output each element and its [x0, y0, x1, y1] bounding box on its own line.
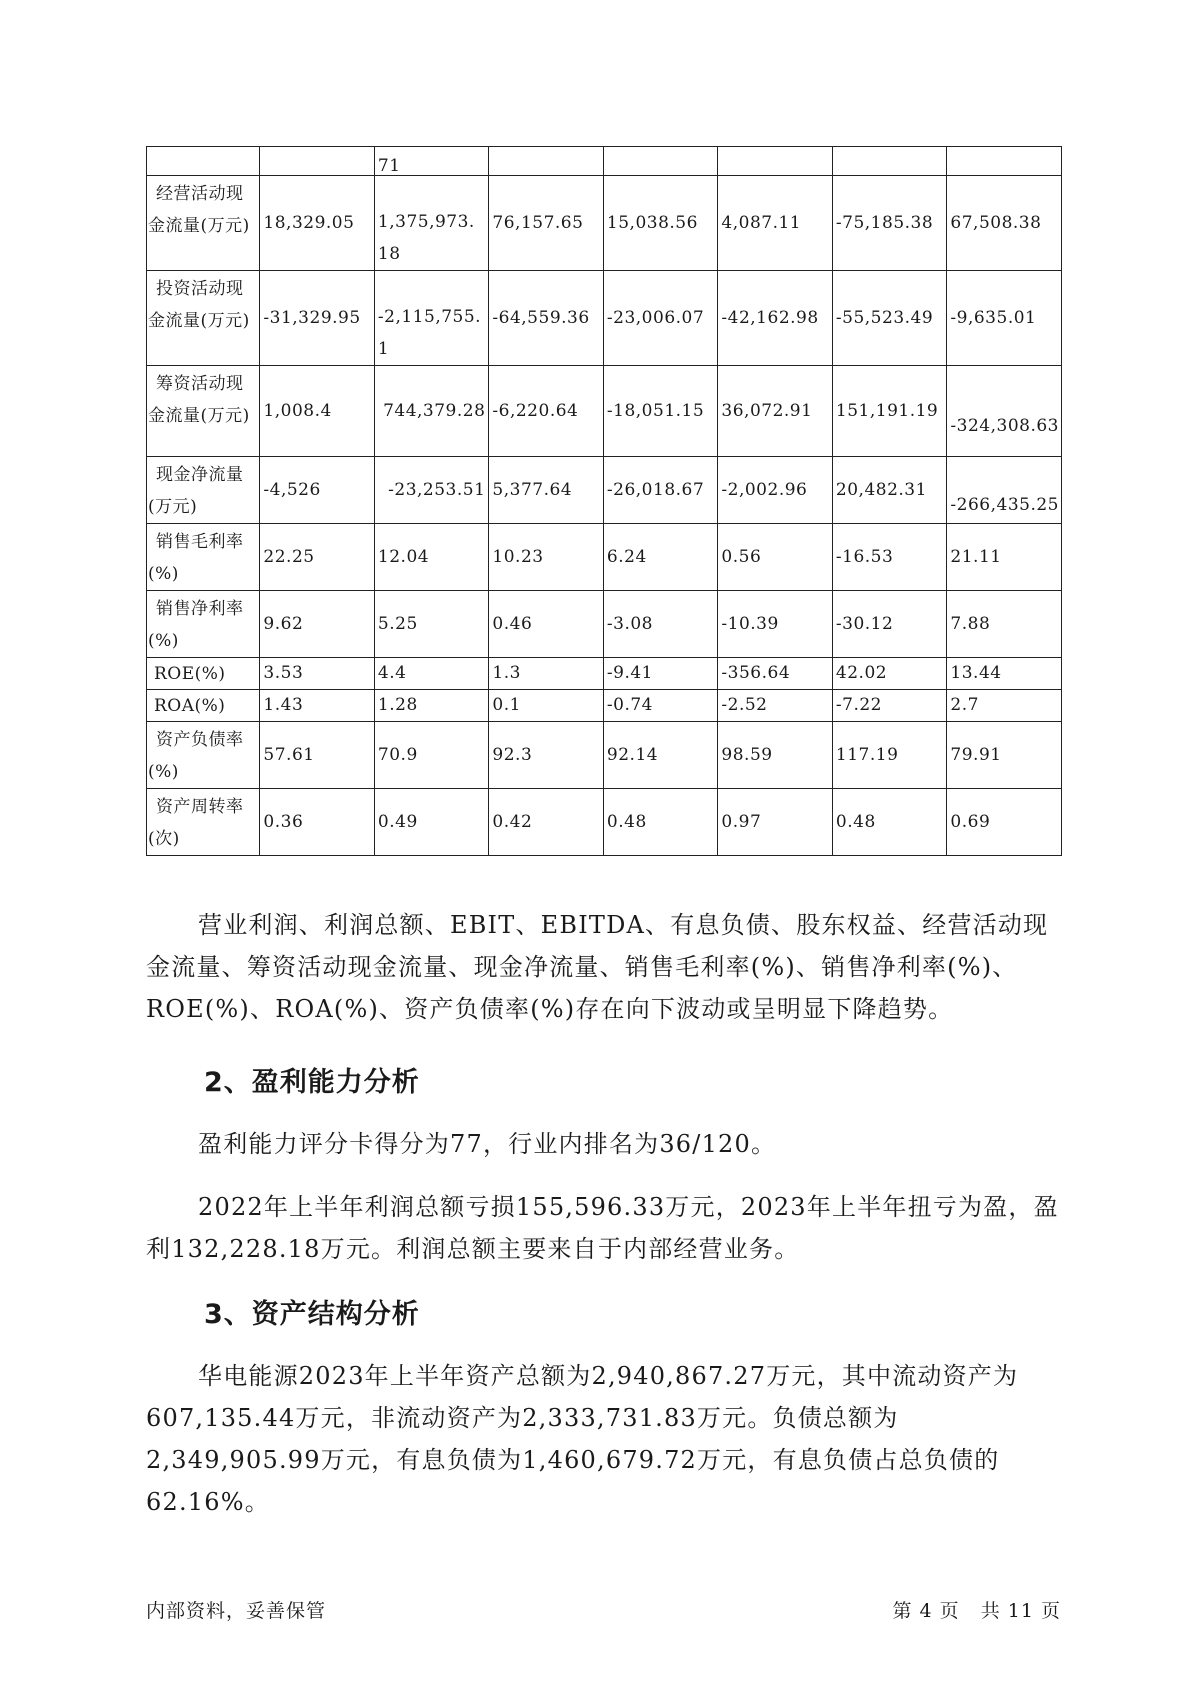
table-row [147, 147, 1062, 176]
summary-paragraph: 营业利润、利润总额、EBIT、EBITDA、有息负债、股东权益、经营活动现金流量、筹资活动现金流量、现金净流量、销售毛利率(%)、销售净利率(%)、ROE(%)、ROA(%)、资产负债率(%)存在向下波动或呈明显下降趋势。 [146, 911, 1049, 1023]
table-cell: 3.53 [260, 658, 375, 690]
table-cell: 117.19 [832, 722, 947, 789]
table-cell: -30.12 [832, 591, 947, 658]
table-cell: 0.46 [489, 591, 604, 658]
table-cell: 1,008.4 [260, 366, 375, 457]
table-cell: 9.62 [260, 591, 375, 658]
table-cell: -23,006.07 [603, 271, 718, 366]
table-row [147, 690, 1062, 722]
table-cell: 1.3 [489, 658, 604, 690]
table-row [147, 271, 1062, 366]
table-cell: 0.49 [374, 789, 489, 856]
table-cell: -2,115,755.1 [374, 271, 489, 366]
table-cell: 98.59 [718, 722, 833, 789]
table-cell: 20,482.31 [832, 457, 947, 524]
table-body [147, 147, 1062, 856]
asset-structure-paragraph: 华电能源2023年上半年资产总额为2,940,867.27万元，其中流动资产为607,135.44万元，非流动资产为2,333,731.83万元。负债总额为2,349,905.99万元，有息负债为1,460,679.72万元，有息负债占总负债的62.16%。 [146, 1362, 1019, 1516]
section-heading-profitability: 2、盈利能力分析 [204, 1067, 420, 1098]
table-cell: -3.08 [603, 591, 718, 658]
row-label: ROE(%) [147, 658, 260, 690]
table-cell [832, 147, 947, 176]
table-row [147, 658, 1062, 690]
table-cell: 0.69 [947, 789, 1062, 856]
table-cell: 13.44 [947, 658, 1062, 690]
profitability-score-paragraph: 盈利能力评分卡得分为77，行业内排名为36/120。 [198, 1130, 777, 1158]
table-cell: 5.25 [374, 591, 489, 658]
table-cell: 5,377.64 [489, 457, 604, 524]
table-cell: 21.11 [947, 524, 1062, 591]
table-row [147, 176, 1062, 271]
table-cell: -356.64 [718, 658, 833, 690]
table-cell: 4,087.11 [718, 176, 833, 271]
table-cell: 4.4 [374, 658, 489, 690]
table-cell: 0.42 [489, 789, 604, 856]
table-cell: -64,559.36 [489, 271, 604, 366]
table-cell: -4,526 [260, 457, 375, 524]
table-cell [718, 147, 833, 176]
table-cell: 57.61 [260, 722, 375, 789]
table-cell: 92.14 [603, 722, 718, 789]
table-cell: 0.1 [489, 690, 604, 722]
table-cell: 42.02 [832, 658, 947, 690]
table-cell: -75,185.38 [832, 176, 947, 271]
table-cell: -18,051.15 [603, 366, 718, 457]
table-cell [603, 147, 718, 176]
table-cell: 10.23 [489, 524, 604, 591]
footer-confidential-note: 内部资料，妥善保管 [146, 1600, 327, 1622]
table-cell: -55,523.49 [832, 271, 947, 366]
table-row [147, 789, 1062, 856]
table-cell: -26,018.67 [603, 457, 718, 524]
table-cell: 6.24 [603, 524, 718, 591]
table-cell: 18,329.05 [260, 176, 375, 271]
table-cell: 0.97 [718, 789, 833, 856]
table-cell: -9.41 [603, 658, 718, 690]
table-cell: -324,308.63 [947, 366, 1062, 457]
table-cell: 76,157.65 [489, 176, 604, 271]
row-label: 筹资活动现金流量(万元) [147, 366, 260, 457]
table-cell: -7.22 [832, 690, 947, 722]
row-label: 现金净流量(万元) [147, 457, 260, 524]
table-cell: -0.74 [603, 690, 718, 722]
table-cell: -2.52 [718, 690, 833, 722]
table-row [147, 366, 1062, 457]
table-row [147, 591, 1062, 658]
row-label: 资产周转率(次) [147, 789, 260, 856]
table-cell: 1.43 [260, 690, 375, 722]
table-cell: 15,038.56 [603, 176, 718, 271]
row-label: 资产负债率(%) [147, 722, 260, 789]
table-cell: -10.39 [718, 591, 833, 658]
table-cell: 151,191.19 [832, 366, 947, 457]
table-cell: 71 [374, 147, 489, 176]
table-cell [947, 147, 1062, 176]
table-cell: 79.91 [947, 722, 1062, 789]
row-label [147, 147, 260, 176]
table-cell: 12.04 [374, 524, 489, 591]
row-label: 销售毛利率(%) [147, 524, 260, 591]
table-row [147, 722, 1062, 789]
table-row [147, 524, 1062, 591]
table-cell: 0.36 [260, 789, 375, 856]
row-label: 投资活动现金流量(万元) [147, 271, 260, 366]
profit-total-paragraph: 2022年上半年利润总额亏损155,596.33万元，2023年上半年扭亏为盈，盈利132,228.18万元。利润总额主要来自于内部经营业务。 [146, 1193, 1059, 1263]
table-cell [489, 147, 604, 176]
row-label: 销售净利率(%) [147, 591, 260, 658]
table-cell: -9,635.01 [947, 271, 1062, 366]
table-cell: -2,002.96 [718, 457, 833, 524]
table-cell: 70.9 [374, 722, 489, 789]
table-cell: -31,329.95 [260, 271, 375, 366]
table-cell: 36,072.91 [718, 366, 833, 457]
table-row [147, 457, 1062, 524]
table-cell: 22.25 [260, 524, 375, 591]
section-heading-asset-structure: 3、资产结构分析 [204, 1299, 420, 1330]
table-cell: -16.53 [832, 524, 947, 591]
financial-indicators-table [146, 146, 1062, 856]
table-cell: 2.7 [947, 690, 1062, 722]
row-label: ROA(%) [147, 690, 260, 722]
table-cell: 744,379.28 [374, 366, 489, 457]
table-cell: 0.56 [718, 524, 833, 591]
table-cell: 0.48 [832, 789, 947, 856]
table-cell: 0.48 [603, 789, 718, 856]
table-cell: 92.3 [489, 722, 604, 789]
table-cell: -266,435.25 [947, 457, 1062, 524]
table-cell [260, 147, 375, 176]
table-cell: 67,508.38 [947, 176, 1062, 271]
table-cell: 1.28 [374, 690, 489, 722]
table-cell: 1,375,973.18 [374, 176, 489, 271]
table-cell: 7.88 [947, 591, 1062, 658]
row-label: 经营活动现金流量(万元) [147, 176, 260, 271]
table-cell: -6,220.64 [489, 366, 604, 457]
table-cell: -42,162.98 [718, 271, 833, 366]
footer-page-number: 第 4 页 共 11 页 [892, 1600, 1061, 1622]
table-cell: -23,253.51 [374, 457, 489, 524]
